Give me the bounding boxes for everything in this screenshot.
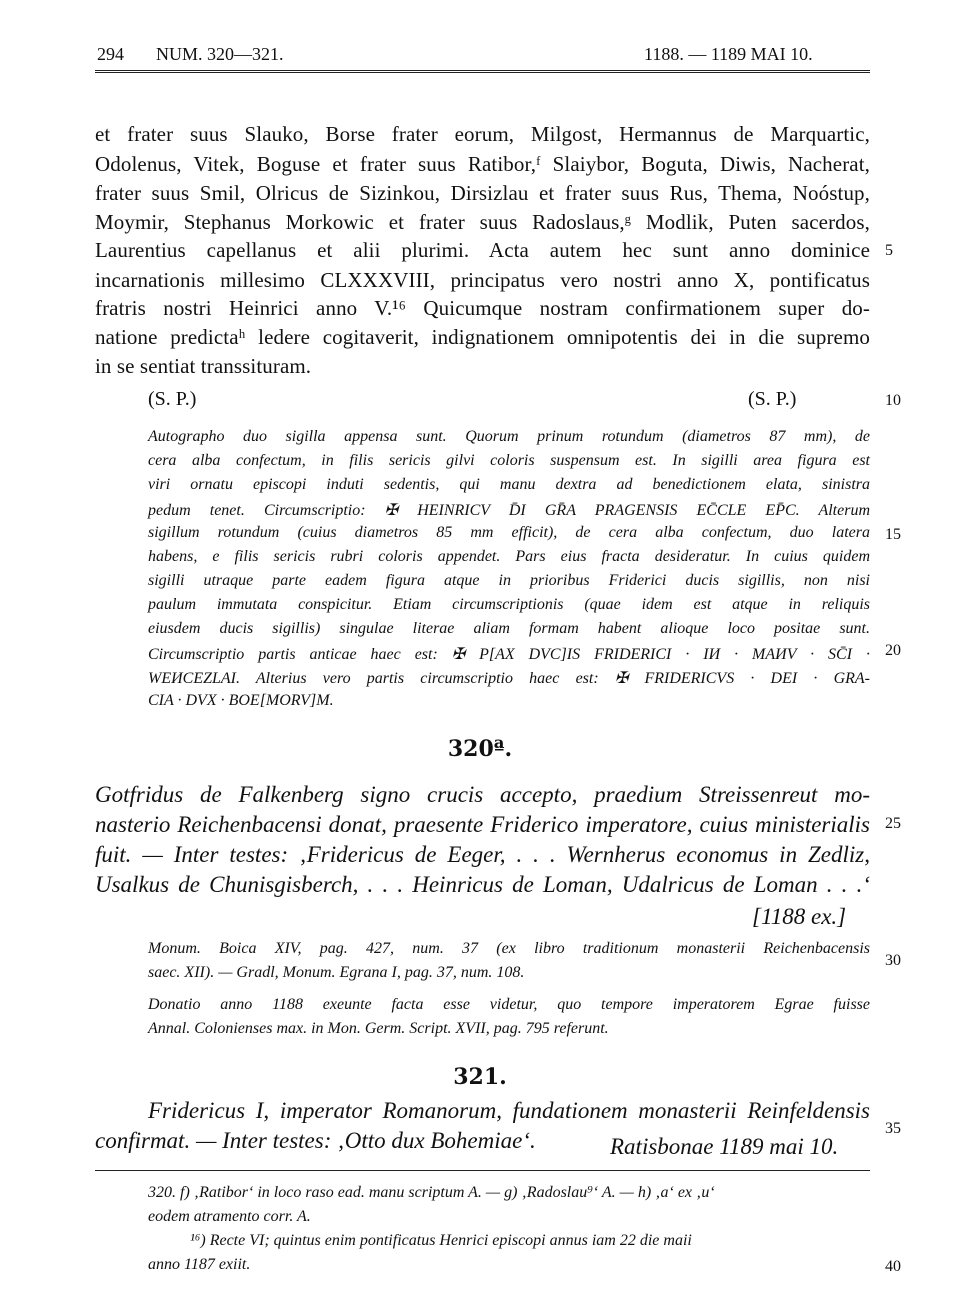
body-line-9: in se sentiat transsituram.: [95, 354, 312, 378]
doc-320a-date: [1188 ex.]: [752, 904, 847, 929]
doc-320a-commentary-line-1: Donatio anno 1188 exeunte facta esse videtur, quo tempore imperatorem Egrae fuisse: [148, 996, 870, 1013]
note-320-line-2: cera alba confectum, in filis sericis gilvi coloris suspensum est. In sigilli area figura est: [148, 452, 870, 469]
footnote-line-2: eodem atramento corr. A.: [148, 1208, 311, 1225]
doc-320a-number: 320ª.: [447, 736, 513, 762]
doc-320a-title-line-4: Usalkus de Chunisgisberch, . . . Heinricus de Loman, Udalricus de Loman . . .‘: [95, 872, 870, 897]
line-number-20: 20: [885, 642, 901, 659]
footnote-line-4: anno 1187 exiit.: [148, 1256, 251, 1273]
doc-320a-source-line-2: saec. XII). — Gradl, Monum. Egrana I, pag. 37, num. 108.: [148, 964, 525, 981]
doc-320a-title-line-3: fuit. — Inter testes: ‚Fridericus de Eeger, . . . Wernherus economus in Zedliz,: [95, 842, 870, 867]
note-320-line-3: viri ornatu episcopi induti sedentis, qui manu dextra ad benedictionem elata, sinistra: [148, 476, 870, 493]
line-number-35: 35: [885, 1120, 901, 1137]
line-number-15: 15: [885, 526, 901, 543]
doc-321-title-line-2: confirmat. — Inter testes: ‚Otto dux Bohemiae‘.: [95, 1128, 536, 1153]
note-320-line-11: WEИCEZLAI. Alterius vero partis circumscriptio haec est: ✠ FRIDERICVS · DEI · GRA-: [148, 670, 870, 687]
note-320-line-5: sigillum rotundum (cuius diametros 85 mm efficit), de cera alba confectum, duo latera: [148, 524, 870, 541]
body-line-3: frater suus Smil, Olricus de Sizinkou, Dirsizlau et frater suus Rus, Thema, Noóstup,: [95, 181, 870, 205]
footnote-line-1: 320. f) ‚Ratibor‘ in loco raso ead. manu scriptum A. — g) ‚Radoslau⁹‘ A. — h) ‚a‘ ex ‚u‘: [148, 1184, 715, 1201]
running-head-section: NUM. 320—321.: [156, 44, 284, 64]
body-line-1: et frater suus Slauko, Borse frater eorum, Milgost, Hermannus de Marquartic,: [95, 122, 870, 146]
body-line-2: Odolenus, Vitek, Boguse et frater suus Ratibor,ᶠ Slaiybor, Boguta, Diwis, Nacherat,: [95, 152, 870, 176]
line-number-25: 25: [885, 815, 901, 832]
line-number-5: 5: [885, 242, 893, 259]
line-number-30: 30: [885, 952, 901, 969]
note-320-line-10: Circumscriptio partis anticae haec est: ✠ P[AX DVC]IS FRIDERICI · IИ · MAИV · SC̄I ·: [148, 646, 870, 663]
page-number: 294: [97, 44, 124, 64]
doc-320a-title-line-2: nasterio Reichenbacensi donat, praesente Friderico imperatore, cuius ministerialis: [95, 812, 870, 837]
doc-321-date: Ratisbonae 1189 mai 10.: [610, 1134, 839, 1159]
note-320-line-12: CIA · DVX · BOE[MORV]M.: [148, 692, 334, 709]
line-number-10: 10: [885, 392, 901, 409]
note-320-line-6: habens, e filis sericis rubri coloris appendet. Pars eius fracta desideratur. In cuius quidem: [148, 548, 870, 565]
seal-left: (S. P.): [148, 388, 197, 410]
note-320-line-9: eiusdem ducis sigillis) singulae literae aliam formam habent alioque loco positae sunt.: [148, 620, 870, 637]
note-320-line-8: paulum immutata conspicitur. Etiam circumscriptionis (quae idem est atque in reliquis: [148, 596, 870, 613]
body-line-5: Laurentius capellanus et alii plurimi. Acta autem hec sunt anno dominice: [95, 238, 870, 262]
seal-right: (S. P.): [748, 388, 797, 410]
footnote-rule: [95, 1170, 870, 1171]
doc-321-title-line-1: Fridericus I, imperator Romanorum, fundationem monasterii Reinfeldensis: [148, 1098, 870, 1123]
body-line-6: incarnationis millesimo CLXXXVIII, principatus vero nostri anno X, pontificatus: [95, 268, 870, 292]
running-head-dates: 1188. — 1189 MAI 10.: [644, 44, 813, 64]
doc-320a-source-line-1: Monum. Boica XIV, pag. 427, num. 37 (ex libro traditionum monasterii Reichenbacensis: [148, 940, 870, 957]
note-320-line-7: sigilli utraque parte eadem figura atque in prioribus Friderici ducis sigillis, non nisi: [148, 572, 870, 589]
doc-320a-commentary-line-2: Annal. Colonienses max. in Mon. Germ. Script. XVII, pag. 795 referunt.: [148, 1020, 609, 1037]
line-number-40: 40: [885, 1258, 901, 1275]
doc-320a-title-line-1: Gotfridus de Falkenberg signo crucis accepto, praedium Streissenreut mo-: [95, 782, 870, 807]
doc-321-number: 321.: [453, 1064, 507, 1090]
note-320-line-4: pedum tenet. Circumscriptio: ✠ HEINRICV D̄I GR̄A PRAGENSIS EC̄CLE EP̄C. Alterum: [148, 502, 870, 519]
footnote-line-3: ¹⁶) Recte VI; quintus enim pontificatus Henrici episcopi annus iam 22 die maii: [190, 1232, 692, 1249]
note-320-line-1: Autographo duo sigilla appensa sunt. Quorum prinum rotundum (diametros 87 mm), de: [148, 428, 870, 445]
header-rule: [95, 70, 870, 73]
body-line-4: Moymir, Stephanus Morkowic et frater suus Radoslaus,ᵍ Modlik, Puten sacerdos,: [95, 210, 870, 234]
body-line-7: fratris nostri Heinrici anno V.¹⁶ Quicumque nostram confirmationem super do-: [95, 296, 870, 320]
body-line-8: natione predictaʰ ledere cogitaverit, indignationem omnipotentis dei in die supremo: [95, 325, 870, 349]
